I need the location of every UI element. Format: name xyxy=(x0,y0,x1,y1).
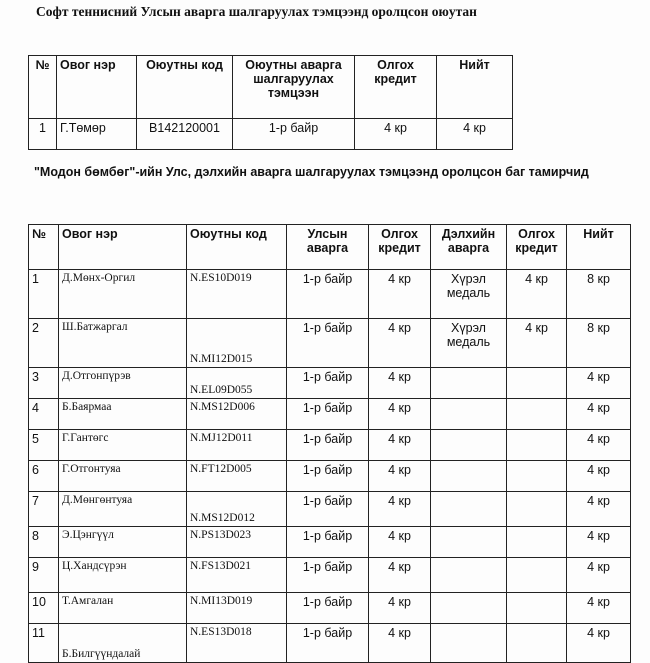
cell-world xyxy=(431,558,507,593)
cell-place: 1-р байр xyxy=(233,119,355,150)
cell-code: N.ES13D018 xyxy=(187,624,287,663)
cell-world xyxy=(431,492,507,527)
page-title: Софт теннисний Улсын аварга шалгаруулах тэмцээнд оролцсон оюутан xyxy=(36,4,477,19)
cell-name: Д.Отгонпүрэв xyxy=(59,368,187,399)
cell-number: 1 xyxy=(29,270,59,319)
cell-total: 4 кр xyxy=(567,624,631,663)
col-name: Овог нэр xyxy=(57,56,137,119)
cell-number: 6 xyxy=(29,461,59,492)
cell-credit: 4 кр xyxy=(369,399,431,430)
table-row xyxy=(29,593,631,624)
table-header-row xyxy=(29,56,513,119)
cell-number: 5 xyxy=(29,430,59,461)
table-row xyxy=(29,492,631,527)
cell-credit: 4 кр xyxy=(355,119,437,150)
table-row xyxy=(29,430,631,461)
cell-credit: 4 кр xyxy=(369,461,431,492)
cell-number: 1 xyxy=(29,119,57,150)
col-number: № xyxy=(29,225,59,270)
cell-number: 10 xyxy=(29,593,59,624)
cell-total: 4 кр xyxy=(567,593,631,624)
cell-world xyxy=(431,593,507,624)
cell-credit-2: 4 кр xyxy=(507,270,567,319)
cell-name: Г.Төмөр xyxy=(57,119,137,150)
cell-credit-2 xyxy=(507,558,567,593)
cell-credit-2 xyxy=(507,430,567,461)
cell-credit: 4 кр xyxy=(369,558,431,593)
cell-number: 3 xyxy=(29,368,59,399)
cell-national: 1-р байр xyxy=(287,558,369,593)
cell-number: 8 xyxy=(29,527,59,558)
cell-credit-2: 4 кр xyxy=(507,319,567,368)
cell-total: 4 кр xyxy=(567,430,631,461)
col-total: Нийт xyxy=(437,56,513,119)
cell-name: Г.Гантөгс xyxy=(59,430,187,461)
col-credit: Олгох кредит xyxy=(355,56,437,119)
cell-name: Д.Мөнгөнтуяа xyxy=(59,492,187,527)
cell-name: Ш.Батжаргал xyxy=(59,319,187,368)
col-credit-2: Олгох кредит xyxy=(507,225,567,270)
col-competition: Оюутны аварга шалгаруулах тэмцээн xyxy=(233,56,355,119)
cell-credit: 4 кр xyxy=(369,319,431,368)
cell-national: 1-р байр xyxy=(287,399,369,430)
cell-total: 8 кр xyxy=(567,270,631,319)
cell-credit-2 xyxy=(507,492,567,527)
cell-total: 4 кр xyxy=(567,399,631,430)
cell-credit-2 xyxy=(507,368,567,399)
col-national: Улсын аварга xyxy=(287,225,369,270)
cell-code: N.MI13D019 xyxy=(187,593,287,624)
cell-total: 8 кр xyxy=(567,319,631,368)
table-row xyxy=(29,399,631,430)
cell-world: Хүрэл медаль xyxy=(431,319,507,368)
cell-code: N.MI12D015 xyxy=(187,319,287,368)
cell-total: 4 кр xyxy=(567,492,631,527)
cell-name: Д.Мөнх-Оргил xyxy=(59,270,187,319)
cell-national: 1-р байр xyxy=(287,430,369,461)
cell-national: 1-р байр xyxy=(287,461,369,492)
cell-credit-2 xyxy=(507,593,567,624)
cell-credit-2 xyxy=(507,461,567,492)
cell-name: Б.Баярмаа xyxy=(59,399,187,430)
cell-world xyxy=(431,527,507,558)
cell-national: 1-р байр xyxy=(287,624,369,663)
table-row xyxy=(29,624,631,663)
cell-credit: 4 кр xyxy=(369,593,431,624)
table-row xyxy=(29,558,631,593)
cell-code: N.FT12D005 xyxy=(187,461,287,492)
cell-code: N.MS12D012 xyxy=(187,492,287,527)
cell-world: Хүрэл медаль xyxy=(431,270,507,319)
table-row xyxy=(29,368,631,399)
table-row xyxy=(29,527,631,558)
col-world: Дэлхийн аварга xyxy=(431,225,507,270)
cell-code: N.EL09D055 xyxy=(187,368,287,399)
col-total: Нийт xyxy=(567,225,631,270)
cell-code: N.ES10D019 xyxy=(187,270,287,319)
cell-total: 4 кр xyxy=(567,368,631,399)
section-title: "Модон бөмбөг"-ийн Улс, дэлхийн аварга шалгаруулах тэмцээнд оролцсон баг тамирчид xyxy=(34,165,589,179)
cell-credit: 4 кр xyxy=(369,430,431,461)
cell-credit: 4 кр xyxy=(369,270,431,319)
cell-world xyxy=(431,624,507,663)
cell-national: 1-р байр xyxy=(287,593,369,624)
cell-number: 9 xyxy=(29,558,59,593)
table-header-row xyxy=(29,225,631,270)
cell-name: Т.Амгалан xyxy=(59,593,187,624)
table-row xyxy=(29,270,631,319)
col-code: Оюутны код xyxy=(187,225,287,270)
cell-number: 7 xyxy=(29,492,59,527)
cell-national: 1-р байр xyxy=(287,270,369,319)
cell-credit: 4 кр xyxy=(369,368,431,399)
volleyball-table xyxy=(28,224,631,663)
cell-world xyxy=(431,461,507,492)
col-number: № xyxy=(29,56,57,119)
cell-total: 4 кр xyxy=(567,461,631,492)
cell-name: Б.Билгүүндалай xyxy=(59,624,187,663)
cell-number: 4 xyxy=(29,399,59,430)
cell-number: 11 xyxy=(29,624,59,663)
cell-name: Г.Отгонтуяа xyxy=(59,461,187,492)
cell-code: B142120001 xyxy=(137,119,233,150)
soft-tennis-table xyxy=(28,55,513,150)
cell-national: 1-р байр xyxy=(287,492,369,527)
cell-name: Э.Цэнгүүл xyxy=(59,527,187,558)
cell-code: N.MS12D006 xyxy=(187,399,287,430)
cell-national: 1-р байр xyxy=(287,527,369,558)
cell-world xyxy=(431,430,507,461)
col-credit: Олгох кредит xyxy=(369,225,431,270)
cell-code: N.MJ12D011 xyxy=(187,430,287,461)
cell-name: Ц.Хандсүрэн xyxy=(59,558,187,593)
cell-code: N.FS13D021 xyxy=(187,558,287,593)
cell-credit: 4 кр xyxy=(369,624,431,663)
cell-total: 4 кр xyxy=(567,558,631,593)
cell-number: 2 xyxy=(29,319,59,368)
cell-credit: 4 кр xyxy=(369,492,431,527)
cell-credit-2 xyxy=(507,624,567,663)
cell-credit-2 xyxy=(507,399,567,430)
cell-total: 4 кр xyxy=(567,527,631,558)
cell-national: 1-р байр xyxy=(287,368,369,399)
cell-credit-2 xyxy=(507,527,567,558)
cell-world xyxy=(431,368,507,399)
cell-world xyxy=(431,399,507,430)
table-row xyxy=(29,461,631,492)
cell-national: 1-р байр xyxy=(287,319,369,368)
table-row xyxy=(29,319,631,368)
cell-total: 4 кр xyxy=(437,119,513,150)
cell-code: N.PS13D023 xyxy=(187,527,287,558)
cell-credit: 4 кр xyxy=(369,527,431,558)
table-row xyxy=(29,119,513,150)
col-name: Овог нэр xyxy=(59,225,187,270)
col-code: Оюутны код xyxy=(137,56,233,119)
